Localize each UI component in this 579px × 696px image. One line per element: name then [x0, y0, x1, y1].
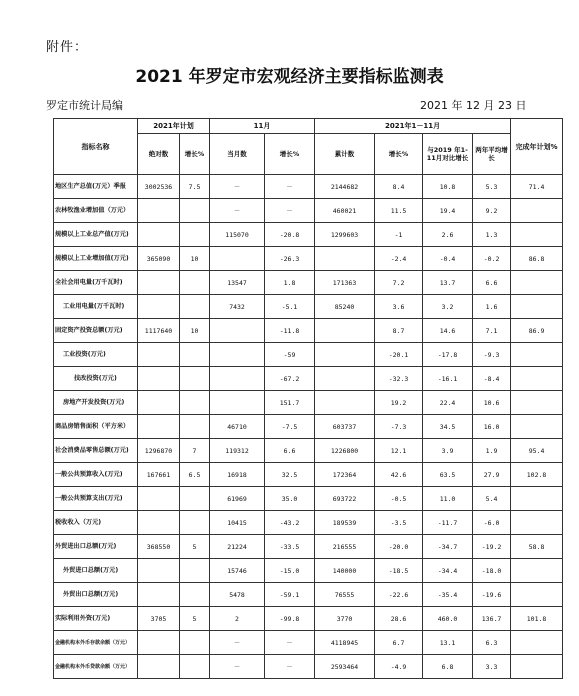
table-row	[54, 559, 563, 583]
cell-plan-completion: 101.8	[511, 607, 563, 631]
page-title: 2021 年罗定市宏观经济主要指标监测表	[135, 67, 444, 87]
subheader-vs-2019: 与2019 年1-11月对比增长	[423, 134, 473, 175]
indicator-name: 一般公共预算支出(万元)	[54, 487, 138, 511]
subheader-month-value: 当月数	[210, 134, 265, 175]
cell-plan-growth	[180, 295, 210, 319]
cell-month-value	[210, 319, 265, 343]
cell-month-value: －	[210, 655, 265, 679]
table-row	[54, 223, 563, 247]
cell-two-year-avg-growth: 3.3	[473, 655, 511, 679]
cell-ytd-growth: -2.4	[375, 247, 423, 271]
cell-plan-absolute	[138, 271, 180, 295]
cell-cumulative: 171363	[315, 271, 375, 295]
cell-plan-completion: 86.8	[511, 247, 563, 271]
cell-plan-completion	[511, 415, 563, 439]
cell-plan-absolute	[138, 199, 180, 223]
cell-vs-2019-growth: -0.4	[423, 247, 473, 271]
cell-ytd-growth: -3.5	[375, 511, 423, 535]
cell-plan-absolute: 365090	[138, 247, 180, 271]
table-row	[54, 391, 563, 415]
cell-plan-growth: 10	[180, 247, 210, 271]
cell-month-growth: -43.2	[265, 511, 315, 535]
cell-two-year-avg-growth: -18.0	[473, 559, 511, 583]
cell-vs-2019-growth: 14.6	[423, 319, 473, 343]
cell-plan-absolute	[138, 655, 180, 679]
cell-two-year-avg-growth: -9.3	[473, 343, 511, 367]
cell-month-growth: -59	[265, 343, 315, 367]
cell-vs-2019-growth: -16.1	[423, 367, 473, 391]
cell-two-year-avg-growth: 6.6	[473, 271, 511, 295]
cell-plan-completion	[511, 511, 563, 535]
table-row	[54, 631, 563, 655]
subheader-ytd-growth: 增长%	[375, 134, 423, 175]
cell-plan-completion	[511, 631, 563, 655]
cell-month-growth: －	[265, 631, 315, 655]
cell-plan-completion: 71.4	[511, 175, 563, 199]
cell-plan-completion: 95.4	[511, 439, 563, 463]
cell-cumulative: 140000	[315, 559, 375, 583]
cell-ytd-growth: 12.1	[375, 439, 423, 463]
cell-plan-growth: 6.5	[180, 463, 210, 487]
cell-month-growth: －	[265, 175, 315, 199]
cell-cumulative	[315, 319, 375, 343]
cell-plan-completion	[511, 343, 563, 367]
table-row	[54, 247, 563, 271]
cell-cumulative: 1299603	[315, 223, 375, 247]
cell-cumulative: 1226800	[315, 439, 375, 463]
cell-month-growth: -67.2	[265, 367, 315, 391]
cell-month-growth: -99.8	[265, 607, 315, 631]
table-row	[54, 511, 563, 535]
cell-month-value: 13547	[210, 271, 265, 295]
cell-month-growth: 35.0	[265, 487, 315, 511]
cell-month-growth: －	[265, 199, 315, 223]
cell-vs-2019-growth: 13.1	[423, 631, 473, 655]
cell-cumulative: 603737	[315, 415, 375, 439]
cell-plan-absolute	[138, 223, 180, 247]
organization-label: 罗定市统计局编	[46, 99, 123, 112]
cell-month-growth: -15.0	[265, 559, 315, 583]
indicator-name: 规模以上工业增加值(万元)	[54, 247, 138, 271]
cell-month-growth: -20.8	[265, 223, 315, 247]
cell-month-growth: 1.8	[265, 271, 315, 295]
cell-month-growth: -59.1	[265, 583, 315, 607]
cell-month-growth: －	[265, 655, 315, 679]
header-month-11: 11月	[210, 119, 315, 134]
table-row	[54, 295, 563, 319]
cell-ytd-growth: 28.6	[375, 607, 423, 631]
cell-month-value: 21224	[210, 535, 265, 559]
attachment-label: 附件：	[46, 40, 89, 55]
table-row	[54, 199, 563, 223]
cell-two-year-avg-growth: 10.6	[473, 391, 511, 415]
cell-plan-growth: 5	[180, 535, 210, 559]
cell-vs-2019-growth: -11.7	[423, 511, 473, 535]
cell-two-year-avg-growth: 9.2	[473, 199, 511, 223]
table-row	[54, 175, 563, 199]
cell-plan-growth	[180, 655, 210, 679]
cell-plan-growth	[180, 583, 210, 607]
cell-plan-completion	[511, 391, 563, 415]
indicator-name: 全社会用电量(万千瓦时)	[54, 271, 138, 295]
indicator-name: 外贸进口总额(万元)	[54, 559, 138, 583]
cell-ytd-growth: -32.3	[375, 367, 423, 391]
indicator-name: 税收收入（万元)	[54, 511, 138, 535]
header-ytd: 2021年1－11月	[315, 119, 511, 134]
cell-ytd-growth: 6.7	[375, 631, 423, 655]
table-row	[54, 415, 563, 439]
cell-cumulative: 76555	[315, 583, 375, 607]
cell-month-value: 16918	[210, 463, 265, 487]
cell-vs-2019-growth: -34.7	[423, 535, 473, 559]
indicator-name: 工业用电量(万千瓦时)	[54, 295, 138, 319]
indicator-name: 金融机构本外币存款余额（万元）	[54, 631, 138, 655]
cell-cumulative	[315, 247, 375, 271]
indicator-name: 技改投资(万元)	[54, 367, 138, 391]
table-row	[54, 367, 563, 391]
cell-vs-2019-growth: -17.8	[423, 343, 473, 367]
cell-two-year-avg-growth: 1.9	[473, 439, 511, 463]
cell-ytd-growth: 3.6	[375, 295, 423, 319]
cell-vs-2019-growth: 63.5	[423, 463, 473, 487]
indicator-table	[53, 118, 563, 679]
cell-month-value: 15746	[210, 559, 265, 583]
table-row	[54, 583, 563, 607]
cell-two-year-avg-growth: -6.0	[473, 511, 511, 535]
table-row	[54, 487, 563, 511]
cell-vs-2019-growth: -35.4	[423, 583, 473, 607]
header-plan-completion: 完成年计划%	[511, 119, 563, 175]
table-header-row	[54, 119, 563, 134]
indicator-name: 社会消费品零售总额(万元)	[54, 439, 138, 463]
cell-vs-2019-growth: 2.6	[423, 223, 473, 247]
cell-cumulative: 85240	[315, 295, 375, 319]
cell-plan-growth	[180, 631, 210, 655]
cell-plan-growth	[180, 511, 210, 535]
cell-plan-completion: 58.8	[511, 535, 563, 559]
cell-two-year-avg-growth: -0.2	[473, 247, 511, 271]
cell-month-growth: -33.5	[265, 535, 315, 559]
report-date: 2021 年 12 月 23 日	[420, 99, 527, 112]
table-row	[54, 535, 563, 559]
indicator-name: 房地产开发投资(万元)	[54, 391, 138, 415]
cell-plan-completion	[511, 295, 563, 319]
cell-ytd-growth: -18.5	[375, 559, 423, 583]
cell-cumulative	[315, 343, 375, 367]
cell-ytd-growth: 8.7	[375, 319, 423, 343]
cell-ytd-growth: -0.5	[375, 487, 423, 511]
cell-plan-completion	[511, 559, 563, 583]
cell-two-year-avg-growth: 7.1	[473, 319, 511, 343]
cell-vs-2019-growth: 11.0	[423, 487, 473, 511]
indicator-name: 金融机构本外币贷款余额（万元）	[54, 655, 138, 679]
cell-vs-2019-growth: 10.8	[423, 175, 473, 199]
cell-cumulative: 172364	[315, 463, 375, 487]
cell-plan-completion	[511, 223, 563, 247]
cell-plan-growth	[180, 367, 210, 391]
cell-two-year-avg-growth: -8.4	[473, 367, 511, 391]
table-row	[54, 439, 563, 463]
cell-plan-growth	[180, 199, 210, 223]
cell-two-year-avg-growth: 16.0	[473, 415, 511, 439]
cell-plan-completion: 86.9	[511, 319, 563, 343]
table-row	[54, 271, 563, 295]
cell-plan-completion	[511, 271, 563, 295]
cell-plan-completion	[511, 655, 563, 679]
header-indicator: 指标名称	[54, 119, 138, 175]
cell-plan-growth	[180, 487, 210, 511]
indicator-name: 地区生产总值(万元）季报	[54, 175, 138, 199]
cell-plan-completion	[511, 583, 563, 607]
cell-vs-2019-growth: 19.4	[423, 199, 473, 223]
cell-month-growth: -7.5	[265, 415, 315, 439]
cell-month-value: －	[210, 199, 265, 223]
cell-plan-growth	[180, 271, 210, 295]
subheader-month-growth: 增长%	[265, 134, 315, 175]
cell-plan-completion: 102.8	[511, 463, 563, 487]
cell-ytd-growth: 11.5	[375, 199, 423, 223]
cell-month-growth: 32.5	[265, 463, 315, 487]
table-row	[54, 607, 563, 631]
indicator-name: 固定资产投资总额(万元)	[54, 319, 138, 343]
table-row	[54, 343, 563, 367]
cell-vs-2019-growth: 22.4	[423, 391, 473, 415]
cell-vs-2019-growth: 6.8	[423, 655, 473, 679]
cell-plan-completion	[511, 199, 563, 223]
cell-ytd-growth: 8.4	[375, 175, 423, 199]
cell-ytd-growth: -22.6	[375, 583, 423, 607]
cell-cumulative: 460021	[315, 199, 375, 223]
cell-plan-absolute: 3705	[138, 607, 180, 631]
cell-cumulative	[315, 367, 375, 391]
cell-plan-absolute	[138, 511, 180, 535]
cell-month-growth: -5.1	[265, 295, 315, 319]
cell-cumulative: 2593464	[315, 655, 375, 679]
indicator-name: 农林牧渔业增加值（万元）	[54, 199, 138, 223]
cell-month-growth: 151.7	[265, 391, 315, 415]
cell-plan-growth: 10	[180, 319, 210, 343]
cell-plan-growth: 7.5	[180, 175, 210, 199]
cell-vs-2019-growth: -34.4	[423, 559, 473, 583]
cell-plan-absolute	[138, 391, 180, 415]
cell-ytd-growth: 19.2	[375, 391, 423, 415]
cell-plan-absolute: 167661	[138, 463, 180, 487]
cell-two-year-avg-growth: 1.6	[473, 295, 511, 319]
cell-ytd-growth: 7.2	[375, 271, 423, 295]
cell-cumulative: 189539	[315, 511, 375, 535]
indicator-name: 工业投资(万元)	[54, 343, 138, 367]
cell-month-value: 115070	[210, 223, 265, 247]
cell-cumulative: 216555	[315, 535, 375, 559]
cell-month-value: 61969	[210, 487, 265, 511]
cell-month-value	[210, 391, 265, 415]
cell-cumulative: 693722	[315, 487, 375, 511]
cell-plan-absolute	[138, 295, 180, 319]
cell-ytd-growth: -7.3	[375, 415, 423, 439]
cell-ytd-growth: -1	[375, 223, 423, 247]
cell-month-value: 119312	[210, 439, 265, 463]
table-row	[54, 319, 563, 343]
cell-plan-growth	[180, 391, 210, 415]
subheader-absolute: 绝对数	[138, 134, 180, 175]
cell-cumulative: 2144682	[315, 175, 375, 199]
cell-month-value: －	[210, 175, 265, 199]
cell-vs-2019-growth: 3.2	[423, 295, 473, 319]
indicator-name: 规模以上工业总产值(万元)	[54, 223, 138, 247]
cell-plan-absolute	[138, 631, 180, 655]
cell-plan-completion	[511, 487, 563, 511]
cell-cumulative: 3770	[315, 607, 375, 631]
cell-month-value: 2	[210, 607, 265, 631]
cell-vs-2019-growth: 3.9	[423, 439, 473, 463]
cell-plan-growth	[180, 559, 210, 583]
cell-two-year-avg-growth: 27.9	[473, 463, 511, 487]
cell-plan-growth	[180, 343, 210, 367]
header-plan-2021: 2021年计划	[138, 119, 210, 134]
cell-month-value: 46710	[210, 415, 265, 439]
cell-plan-absolute	[138, 367, 180, 391]
cell-ytd-growth: -20.1	[375, 343, 423, 367]
cell-ytd-growth: 42.6	[375, 463, 423, 487]
cell-month-value: 5478	[210, 583, 265, 607]
cell-month-value	[210, 367, 265, 391]
cell-two-year-avg-growth: 6.3	[473, 631, 511, 655]
cell-plan-completion	[511, 367, 563, 391]
table-body	[54, 175, 563, 679]
cell-two-year-avg-growth: 136.7	[473, 607, 511, 631]
cell-vs-2019-growth: 34.5	[423, 415, 473, 439]
subheader-two-year-avg: 两年平均增长	[473, 134, 511, 175]
subheader-cumulative: 累计数	[315, 134, 375, 175]
cell-plan-growth	[180, 223, 210, 247]
indicator-name: 实际利用外资(万元)	[54, 607, 138, 631]
cell-month-value	[210, 247, 265, 271]
cell-plan-growth	[180, 415, 210, 439]
cell-plan-absolute: 3002536	[138, 175, 180, 199]
cell-plan-absolute: 1117640	[138, 319, 180, 343]
cell-plan-absolute: 368550	[138, 535, 180, 559]
cell-cumulative: 4118945	[315, 631, 375, 655]
cell-month-value: 10415	[210, 511, 265, 535]
cell-two-year-avg-growth: -19.6	[473, 583, 511, 607]
cell-month-growth: -11.8	[265, 319, 315, 343]
cell-two-year-avg-growth: 5.4	[473, 487, 511, 511]
indicator-name: 外贸进出口总额(万元)	[54, 535, 138, 559]
cell-plan-absolute: 1296870	[138, 439, 180, 463]
indicator-name: 一般公共预算收入(万元)	[54, 463, 138, 487]
cell-vs-2019-growth: 13.7	[423, 271, 473, 295]
table-row	[54, 655, 563, 679]
cell-two-year-avg-growth: -19.2	[473, 535, 511, 559]
table-row	[54, 463, 563, 487]
cell-two-year-avg-growth: 5.3	[473, 175, 511, 199]
cell-plan-absolute	[138, 583, 180, 607]
cell-month-value	[210, 343, 265, 367]
cell-vs-2019-growth: 460.0	[423, 607, 473, 631]
cell-plan-growth: 5	[180, 607, 210, 631]
cell-plan-growth: 7	[180, 439, 210, 463]
cell-plan-absolute	[138, 343, 180, 367]
cell-plan-absolute	[138, 415, 180, 439]
cell-plan-absolute	[138, 487, 180, 511]
cell-two-year-avg-growth: 1.3	[473, 223, 511, 247]
cell-ytd-growth: -20.0	[375, 535, 423, 559]
cell-month-value: －	[210, 631, 265, 655]
cell-month-value: 7432	[210, 295, 265, 319]
cell-ytd-growth: -4.9	[375, 655, 423, 679]
indicator-name: 商品房销售面积（平方米）	[54, 415, 138, 439]
cell-plan-absolute	[138, 559, 180, 583]
subheader-plan-growth: 增长%	[180, 134, 210, 175]
cell-cumulative	[315, 391, 375, 415]
indicator-name: 外贸出口总额(万元)	[54, 583, 138, 607]
cell-month-growth: -26.3	[265, 247, 315, 271]
cell-month-growth: 6.6	[265, 439, 315, 463]
